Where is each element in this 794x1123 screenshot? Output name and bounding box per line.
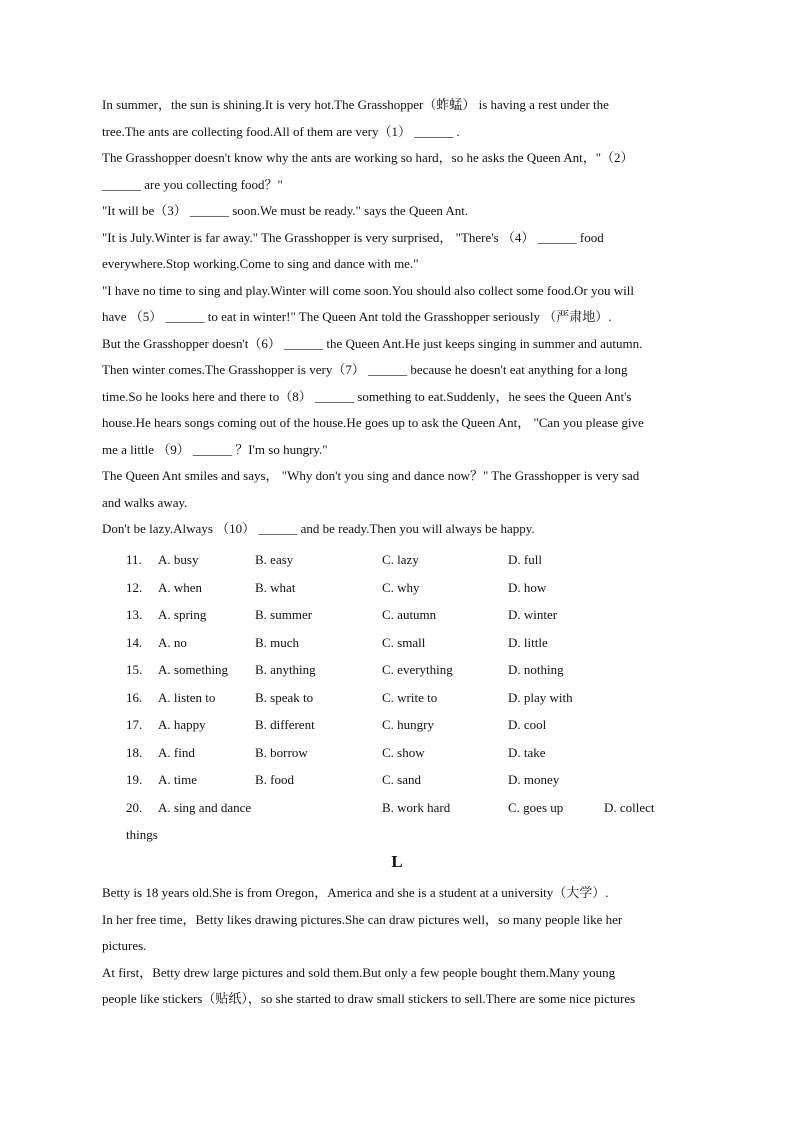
passage-line: pictures. — [102, 938, 147, 953]
question-number: 20. — [126, 799, 143, 815]
question-row — [102, 601, 702, 629]
question-number: 18. — [126, 744, 143, 760]
option-b: B. what — [255, 579, 296, 595]
question-row — [102, 546, 702, 574]
question-row-continuation — [102, 821, 702, 849]
question-row — [102, 656, 702, 684]
option-c: C. hungry — [382, 717, 434, 732]
grasshopper-passage — [102, 92, 694, 543]
option-a: A. something — [158, 662, 229, 677]
question-row — [102, 629, 702, 657]
option-b: B. work hard — [382, 799, 451, 815]
question-row — [102, 766, 702, 794]
option-d: D. play with — [508, 689, 573, 705]
passage-line: have （5） ______ to eat in winter!" The Queen Ant told the Grasshopper seriously （严肃地）. — [102, 309, 612, 324]
option-c: C. goes up — [508, 799, 564, 815]
question-row — [102, 711, 702, 739]
passage-line: tree.The ants are collecting food.All of them are very（1） ______ . — [102, 123, 460, 139]
option-d: D. full — [508, 552, 542, 567]
question-number: 12. — [126, 579, 143, 595]
passage-line: The Grasshopper doesn't know why the ants are working so hard，so he asks the Queen Ant，"（2） — [102, 150, 634, 165]
passage-line: ______ are you collecting food？" — [102, 176, 283, 192]
question-row — [102, 684, 702, 712]
passage-line: At first，Betty drew large pictures and sold them.But only a few people bought them.Many young — [102, 964, 616, 980]
option-b: B. borrow — [255, 744, 308, 760]
question-number: 16. — [126, 689, 143, 705]
option-a: A. find — [158, 744, 195, 760]
passage-line: and walks away. — [102, 494, 188, 510]
option-a: A. busy — [158, 552, 199, 567]
option-d: D. winter — [508, 607, 558, 622]
option-d: D. collect — [604, 799, 655, 815]
passage-line: Then winter comes.The Grasshopper is very（7） ______ because he doesn't eat anything for a long — [102, 362, 628, 377]
passage-line: Don't be lazy.Always （10） ______ and be ready.Then you will always be happy. — [102, 521, 535, 536]
section-heading: L — [391, 852, 403, 871]
option-a: A. when — [158, 579, 203, 595]
option-c: C. sand — [382, 772, 421, 787]
passage-line: people like stickers（贴纸），so she started to draw small stickers to sell.There are some nice pictures — [102, 991, 636, 1006]
question-number: 14. — [126, 634, 143, 650]
passage-line: In her free time，Betty likes drawing pictures.She can draw pictures well，so many people like her — [102, 911, 623, 927]
passage-line: But the Grasshopper doesn't（6） ______ the Queen Ant.He just keeps singing in summer and autumn. — [102, 335, 643, 351]
question-number: 17. — [126, 717, 143, 732]
option-c: C. small — [382, 634, 426, 650]
option-d: D. nothing — [508, 662, 564, 677]
passage-line: "It is July.Winter is far away." The Grasshopper is very surprised， "There's （4） ______ food — [102, 229, 604, 245]
passage-line: The Queen Ant smiles and says， "Why don't you sing and dance now？" The Grasshopper is very sad — [102, 468, 640, 483]
option-d: D. cool — [508, 717, 547, 732]
option-d: D. little — [508, 634, 548, 650]
option-d: D. money — [508, 772, 560, 787]
option-a: A. listen to — [158, 689, 216, 705]
option-a: A. happy — [158, 717, 206, 732]
option-b: B. food — [255, 772, 294, 787]
question-number: 19. — [126, 772, 143, 787]
option-a: A. sing and dance — [158, 799, 252, 815]
option-d-continuation: things — [126, 827, 158, 842]
option-b: B. easy — [255, 552, 294, 567]
question-number: 13. — [126, 607, 143, 622]
option-c: C. lazy — [382, 552, 419, 567]
option-c: C. why — [382, 579, 420, 595]
betty-passage — [102, 880, 694, 1013]
passage-line: "I have no time to sing and play.Winter will come soon.You should also collect some food.Or you will — [102, 282, 634, 298]
option-a: A. no — [158, 634, 187, 650]
question-row — [102, 794, 702, 822]
option-c: C. autumn — [382, 607, 437, 622]
option-b: B. different — [255, 717, 315, 732]
option-c: C. show — [382, 744, 425, 760]
question-number: 15. — [126, 662, 143, 677]
option-b: B. speak to — [255, 689, 314, 705]
option-c: C. everything — [382, 662, 453, 677]
passage-line: In summer，the sun is shining.It is very hot.The Grasshopper（蚱蜢） is having a rest under the — [102, 97, 609, 112]
passage-line: time.So he looks here and there to（8） ______ something to eat.Suddenly，he sees the Queen Ant's — [102, 388, 632, 404]
option-b: B. much — [255, 634, 300, 650]
option-d: D. how — [508, 579, 547, 595]
option-b: B. anything — [255, 662, 316, 677]
question-number: 11. — [126, 552, 142, 567]
option-a: A. time — [158, 772, 197, 787]
option-a: A. spring — [158, 607, 207, 622]
question-row — [102, 739, 702, 767]
passage-line: house.He hears songs coming out of the house.He goes up to ask the Queen Ant， "Can you please give — [102, 415, 644, 430]
passage-line: me a little （9） ______ ？I'm so hungry." — [102, 441, 328, 457]
option-b: B. summer — [255, 607, 313, 622]
question-options — [102, 546, 702, 849]
option-d: D. take — [508, 744, 546, 760]
passage-line: "It will be（3） ______ soon.We must be ready." says the Queen Ant. — [102, 203, 469, 218]
passage-line: Betty is 18 years old.She is from Oregon，America and she is a student at a university（大学）. — [102, 885, 609, 900]
question-row — [102, 574, 702, 602]
option-c: C. write to — [382, 689, 438, 705]
passage-line: everywhere.Stop working.Come to sing and dance with me." — [102, 256, 419, 271]
